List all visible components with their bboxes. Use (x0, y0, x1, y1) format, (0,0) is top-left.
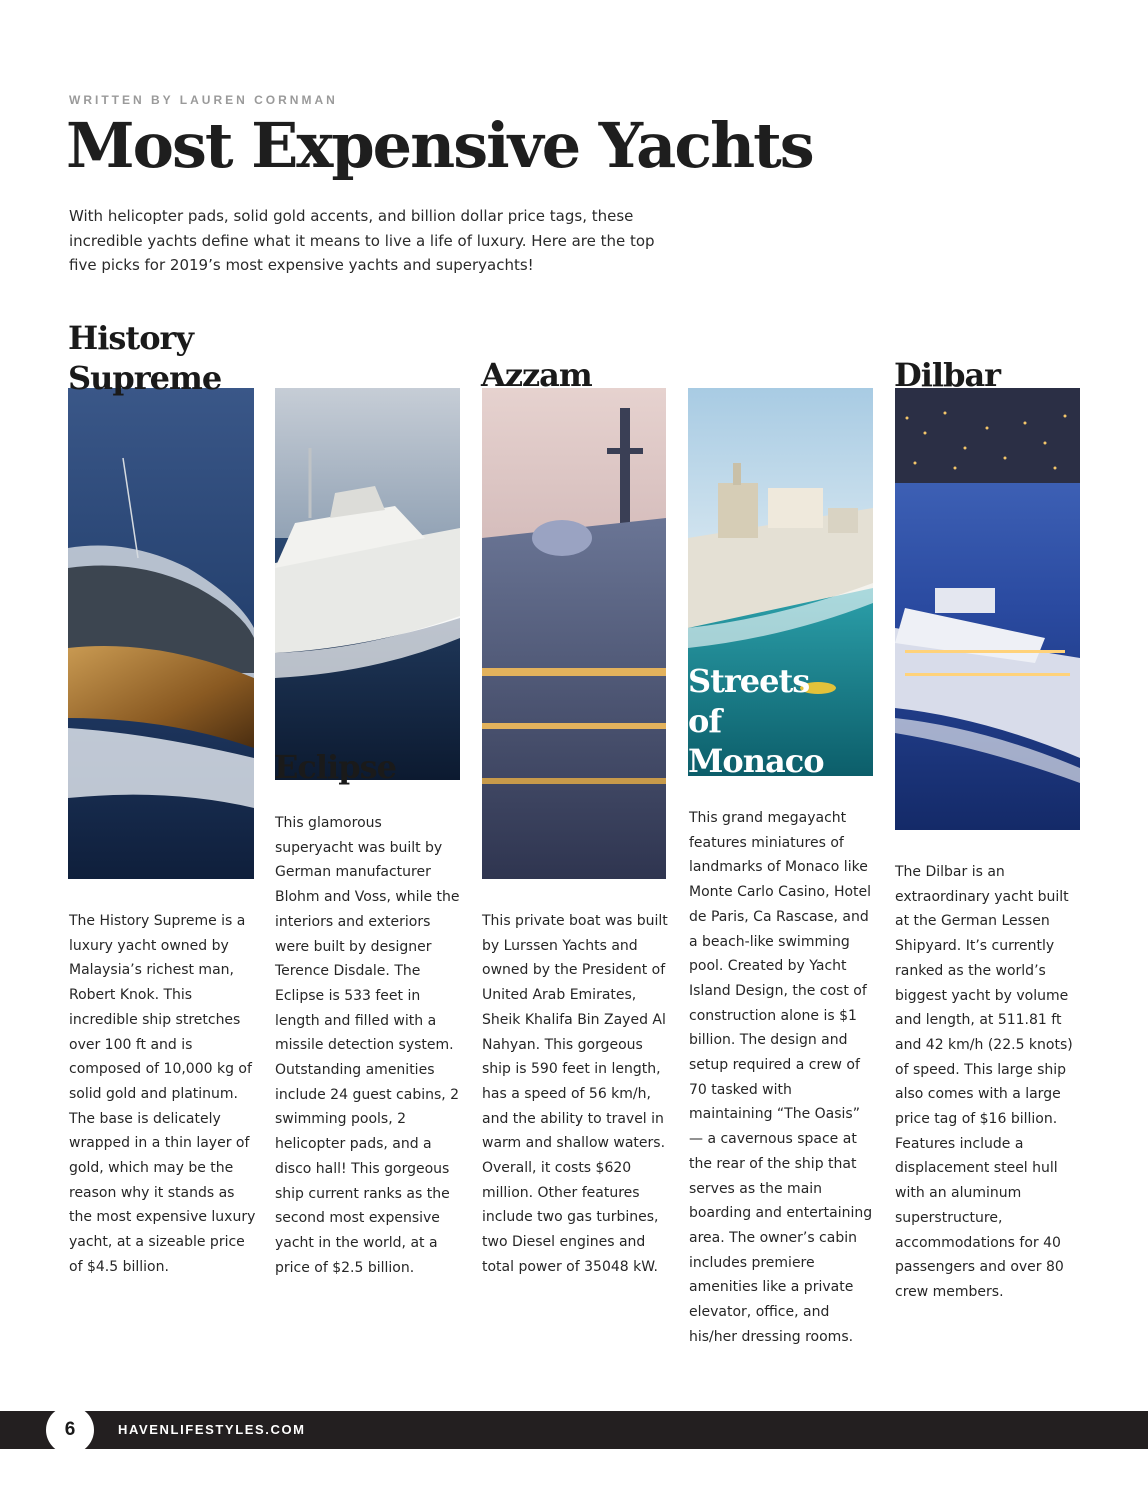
yacht-photo-dilbar (895, 388, 1080, 830)
yacht-photo-history-supreme (68, 388, 254, 879)
yacht-description-eclipse: This glamorous superyacht was built by German manufacturer Blohm and Voss, while the interiors and exteriors were built by designer Terence Disdale. The Eclipse is 533 feet in length and filled with a missile detection system. Outstanding amenities include 24 guest cabins, 2 swimming pools, 2 helicopter pads, and a disco hall! This gorgeous ship current ranks as the second most expensive yacht in the world, at a price of $2.5 billion. (275, 815, 460, 1276)
page-title: Most Expensive Yachts (66, 109, 813, 182)
page-number: 6 (46, 1406, 94, 1454)
intro-paragraph: With helicopter pads, solid gold accents, and billion dollar price tags, these incredible yachts define what it means to live a life of luxury. Here are the top five picks for 2019’s most expensive yachts and superyachts! (69, 207, 655, 274)
website-link[interactable]: HAVENLIFESTYLES.COM (118, 1422, 306, 1437)
byline: WRITTEN BY LAUREN CORNMAN (69, 93, 338, 107)
yacht-title-eclipse: Eclipse (274, 748, 396, 786)
yacht-description-azzam: This private boat was built by Lurssen Yachts and owned by the President of United Arab Emirates, Sheik Khalifa Bin Zayed Al Nahyan. This gorgeous ship is 590 feet in length, has a speed of 56 km/h, and the ability to travel in warm and shallow waters. Overall, it costs $620 million. Other features include two gas turbines, two Diesel engines and total power of 35048 kW. (482, 913, 668, 1275)
yacht-title-streets-of-monaco: Streets of Monaco (688, 662, 824, 780)
yacht-photo-eclipse (275, 388, 460, 780)
yacht-title-dilbar: Dilbar (894, 356, 1001, 394)
yacht-title-history-supreme: History Supreme (68, 319, 222, 397)
yacht-description-history-supreme: The History Supreme is a luxury yacht owned by Malaysia’s richest man, Robert Knok. This incredible ship stretches over 100 ft and is composed of 10,000 kg of solid gold and platinum. The base is delicately wrapped in a thin layer of gold, which may be the reason why it stands as the most expensive luxury yacht, at a sizeable price of $4.5 billion. (69, 913, 256, 1275)
yacht-title-azzam: Azzam (481, 356, 592, 394)
yacht-description-dilbar: The Dilbar is an extraordinary yacht built at the German Lessen Shipyard. It’s currently ranked as the world’s biggest yacht by volume and length, at 511.81 ft and 42 km/h (22.5 knots) of speed. This large ship also comes with a large price tag of $16 billion. Features include a displacement steel hull with an aluminum superstructure, accommodations for 40 passengers and over 80 crew members. (895, 864, 1073, 1300)
yacht-photo-azzam (482, 388, 666, 879)
yacht-description-streets-of-monaco: This grand megayacht features miniatures of landmarks of Monaco like Monte Carlo Casino, Hotel de Paris, Ca Rascase, and a beach-like swimming pool. Created by Yacht Island Design, the cost of construction alone is $1 billion. The design and setup required a crew of 70 tasked with maintaining “The Oasis” — a cavernous space at the rear of the ship that serves as the main boarding and entertaining area. The owner’s cabin includes premiere amenities like a private elevator, office, and his/her dressing rooms. (689, 810, 873, 1345)
